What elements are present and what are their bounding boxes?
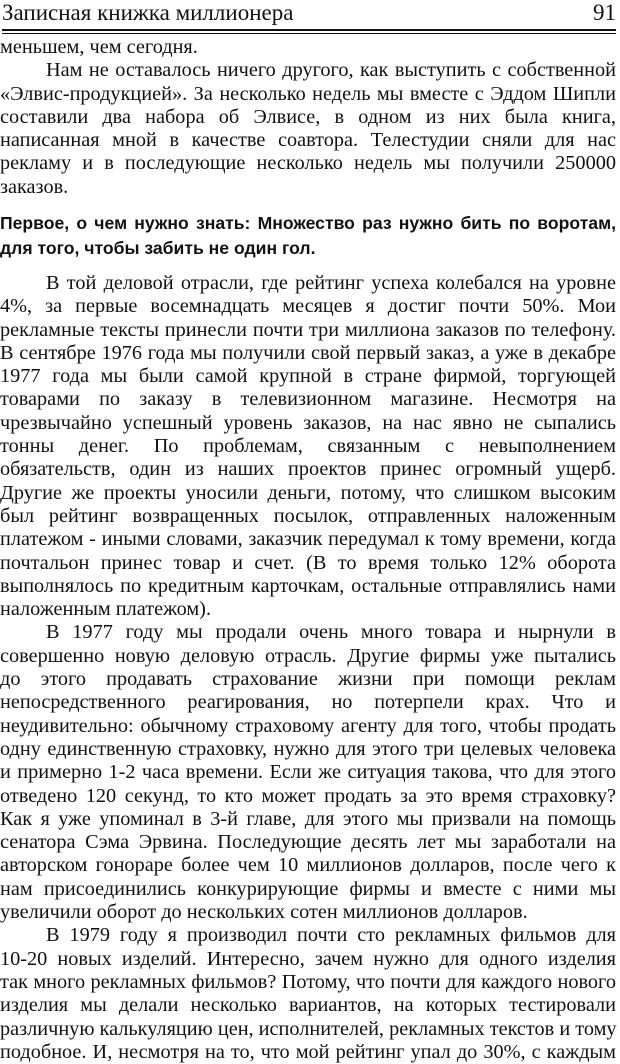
page-number: 91 bbox=[593, 0, 616, 25]
text-line: неудивительно: обычному страховому агенту для того, чтобы продать bbox=[0, 714, 616, 737]
text-line: платежом - иными словами, заказчик передумал к тому времени, когда bbox=[0, 528, 616, 551]
text-line: Другие же проекты уносили деньги, потому, что слишком высоким bbox=[0, 481, 616, 504]
text-line: товарами по заказу в телевизионном магазине. Несмотря на bbox=[0, 388, 616, 411]
text-line: В сентябре 1976 года мы получили свой первый заказ, а уже в декабре bbox=[0, 341, 616, 364]
paragraph bbox=[0, 924, 616, 1064]
text-line: 4%, за первые восемнадцать месяцев я достиг почти 50%. Мои bbox=[0, 295, 616, 318]
text-line: написанная мной в качестве соавтора. Телестудии сняли для нас bbox=[0, 129, 616, 152]
text-line: чрезвычайно успешный уровень заказов, на нас явно не сыпались bbox=[0, 411, 616, 434]
header-rule-thin bbox=[2, 33, 616, 34]
text-line: почтальон принес товар и счет. (В то время только 12% оборота bbox=[0, 551, 616, 574]
text-line: В той деловой отрасли, где рейтинг успеха колебался на уровне bbox=[46, 272, 616, 294]
text-line: составили два набора об Элвисе, в одном из них была книга, bbox=[0, 105, 616, 128]
text-line: меньшем, чем сегодня. bbox=[0, 36, 198, 58]
text-line: нам присоединились конкурирующие фирмы и вместе с ними мы bbox=[0, 877, 616, 900]
heading-line: Первое, о чем нужно знать: Множество раз нужно бить по воротам, bbox=[0, 213, 616, 233]
paragraph-continuation bbox=[0, 36, 616, 59]
text-line: «Элвис-продукцией». За несколько недель мы вместе с Эддом Шипли bbox=[0, 82, 616, 105]
body-text-top bbox=[0, 36, 616, 199]
text-line: и примерно 1-2 часа времени. Если же ситуация такова, что для этого bbox=[0, 761, 616, 784]
text-line: 1977 года мы были самой крупной в стране фирмой, торгующей bbox=[0, 365, 616, 388]
text-line: рекламные тексты принесли почти три миллиона заказов по телефону. bbox=[0, 318, 616, 341]
text-line: увеличили оборот до нескольких сотен миллионов долларов. bbox=[0, 901, 528, 924]
running-title: Записная книжка миллионера bbox=[2, 0, 294, 25]
text-line: наложенным платежом). bbox=[0, 598, 212, 621]
text-line: заказов. bbox=[0, 175, 69, 198]
text-line: рекламу и в последующие несколько недель мы получили 250000 bbox=[0, 152, 616, 175]
text-line: сенатора Сэма Эрвина. Последующие десять лет мы заработали на bbox=[0, 831, 616, 854]
text-line: так много рекламных фильмов? Потому, что почти для каждого нового bbox=[0, 970, 616, 993]
paragraph bbox=[0, 59, 616, 199]
text-line: Как я уже упоминал в 3-й главе, для этого мы призвали на помощь bbox=[0, 807, 616, 830]
text-line: непосредственного реагирования, но потерпели крах. Что и bbox=[0, 691, 616, 714]
text-line: В 1979 году я производил почти сто рекламных фильмов для bbox=[46, 924, 616, 947]
body-text-bottom bbox=[0, 272, 616, 1064]
heading-line: для того, чтобы забить не один гол. bbox=[0, 238, 316, 258]
text-line: авторском гонораре более чем 10 миллионов долларов, после чего к bbox=[0, 854, 616, 877]
paragraph bbox=[0, 272, 616, 621]
text-line: был рейтинг возвращенных посылок, отправленных наложенным bbox=[0, 504, 616, 527]
text-line: изделия мы делали несколько вариантов, на которых тестировали bbox=[0, 994, 616, 1017]
header-rule-thick bbox=[2, 29, 616, 31]
text-line: выполнялось по кредитным карточкам, остальные отправлялись нами bbox=[0, 574, 616, 597]
text-line: обязательств, один из наших проектов принес огромный ущерб. bbox=[0, 458, 616, 481]
text-line: В 1977 году мы продали очень много товара и нырнули в bbox=[46, 621, 616, 644]
text-line: отведено 120 секунд, то кто может продать за это время страховку? bbox=[0, 784, 616, 807]
text-line: совершенно новую деловую отрасль. Другие фирмы уже пытались bbox=[0, 644, 616, 667]
paragraph bbox=[0, 621, 616, 924]
text-line: различную калькуляцию цен, исполнителей, рекламных текстов и тому bbox=[0, 1017, 617, 1040]
text-line: Нам не оставалось ничего другого, как выступить с собственной bbox=[46, 59, 616, 82]
text-line: подобное. И, несмотря на то, что мой рейтинг упал до 30%, с каждым bbox=[0, 1040, 616, 1063]
text-line: 10-20 новых изделий. Интересно, зачем нужно для одного изделия bbox=[0, 947, 616, 970]
text-line: одну единственную страховку, нужно для этого три целевых человека bbox=[0, 737, 616, 760]
running-header bbox=[2, 0, 616, 30]
text-line: до этого продавать страхование жизни при помощи реклам bbox=[0, 668, 616, 691]
section-heading bbox=[0, 211, 616, 261]
text-line: тонны денег. По проблемам, связанным с невыполнением bbox=[0, 435, 616, 458]
